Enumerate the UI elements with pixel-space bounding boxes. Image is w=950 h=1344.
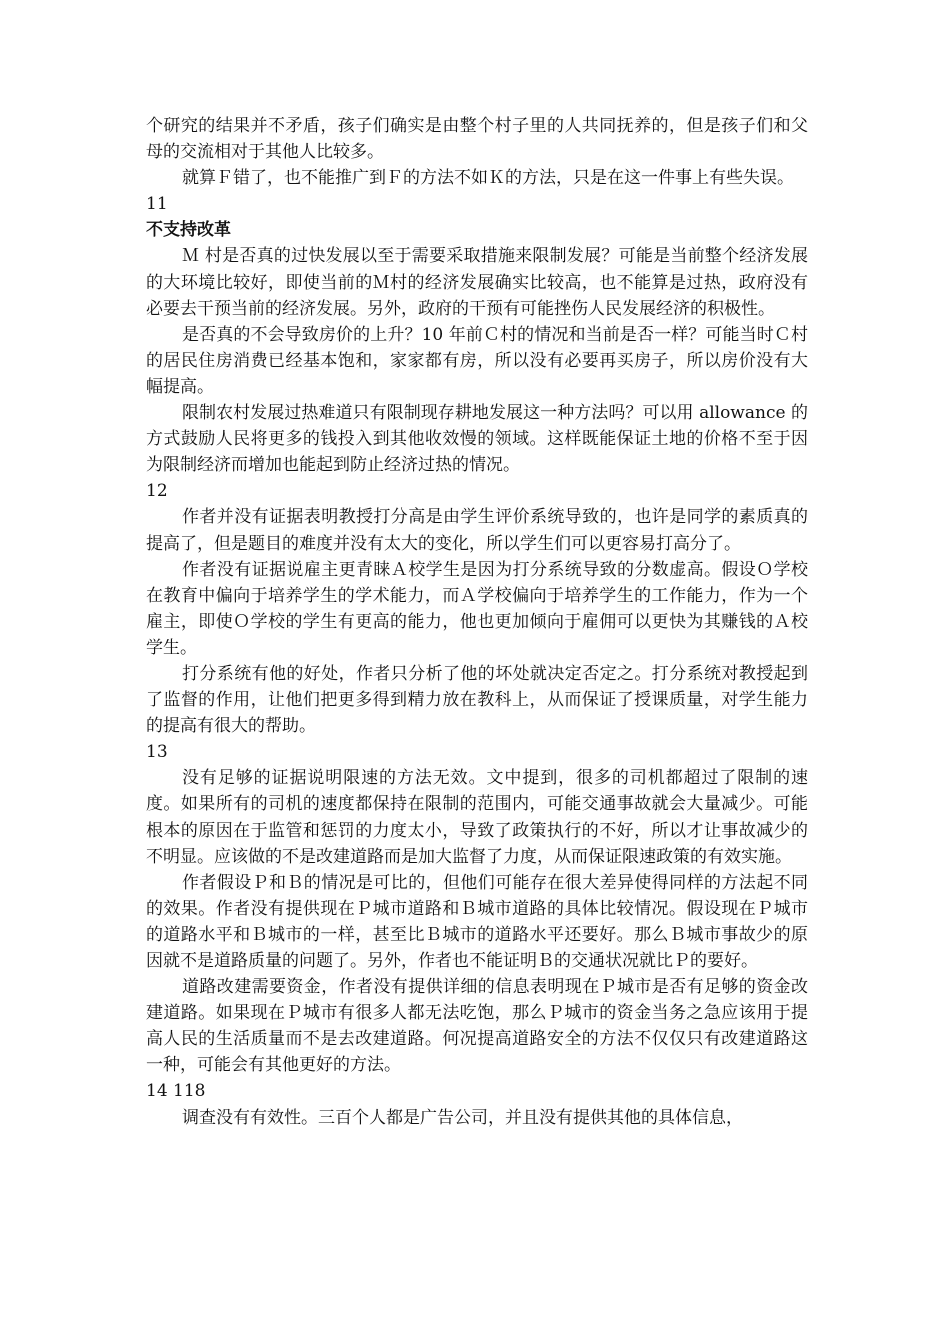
paragraph: 调查没有有效性。三百个人都是广告公司，并且没有提供其他的具体信息， <box>182 1107 743 1128</box>
section-number: 11 <box>146 194 168 215</box>
paragraph: 限制农村发展过热难道只有限制现存耕地发展这一种方法吗？可以用 allowance 的方式鼓励人民将更多的钱投入到其他收效慢的领域。这样既能保证土地的价格不至于因为限制经济而增加也能起到防止经济过热的情况。 <box>146 403 808 476</box>
paragraph: 作者假设Ｐ和Ｂ的情况是可比的，但他们可能存在很大差异使得同样的方法起不同的效果。作者没有提供现在Ｐ城市道路和Ｂ城市道路的具体比较情况。假设现在Ｐ城市的道路水平和Ｂ城市的一样，甚至比Ｂ城市的道路水平还要好。那么Ｂ城市事故少的原因就不是道路质量的问题了。另外，作者也不能证明Ｂ的交通状况就比Ｐ的要好。 <box>146 872 808 971</box>
section-number: 14 118 <box>146 1081 206 1102</box>
paragraph: 是否真的不会导致房价的上升？10 年前Ｃ村的情况和当前是否一样？可能当时Ｃ村的居民住房消费已经基本饱和，家家都有房，所以没有必要再买房子，所以房价没有大幅提高。 <box>146 324 808 397</box>
paragraph: 作者并没有证据表明教授打分高是由学生评价系统导致的，也许是同学的素质真的提高了，但是题目的难度并没有太大的变化，所以学生们可以更容易打高分了。 <box>146 507 808 554</box>
paragraph: 打分系统有他的好处，作者只分析了他的坏处就决定否定之。打分系统对教授起到了监督的作用，让他们把更多得到精力放在教科上，从而保证了授课质量，对学生能力的提高有很大的帮助。 <box>146 663 808 737</box>
paragraph: 就算Ｆ错了，也不能推广到Ｆ的方法不如Ｋ的方法，只是在这一件事上有些失误。 <box>182 168 794 189</box>
paragraph: 道路改建需要资金，作者没有提供详细的信息表明现在Ｐ城市是否有足够的资金改建道路。如果现在Ｐ城市有很多人都无法吃饱，那么Ｐ城市的资金当务之急应该用于提高人民的生活质量而不是去改建道路。何况提高道路安全的方法不仅仅只有改建道路这一种，可能会有其他更好的方法。 <box>146 977 808 1076</box>
document-page <box>146 113 808 1131</box>
paragraph-continuation: 个研究的结果并不矛盾，孩子们确实是由整个村子里的人共同抚养的，但是孩子们和父母的交流相对于其他人比较多。 <box>146 116 808 163</box>
paragraph: 没有足够的证据说明限速的方法无效。文中提到，很多的司机都超过了限制的速度。如果所有的司机的速度都保持在限制的范围内，可能交通事故就会大量减少。可能根本的原因在于监管和惩罚的力度太小，导致了政策执行的不好，所以才让事故减少的不明显。应该做的不是改建道路而是加大监督了力度，从而保证限速政策的有效实施。 <box>146 768 808 867</box>
section-heading: 不支持改革 <box>146 220 231 241</box>
paragraph: 作者没有证据说雇主更青睐Ａ校学生是因为打分系统导致的分数虚高。假设Ｏ学校在教育中偏向于培养学生的学术能力，而Ａ学校偏向于培养学生的工作能力，作为一个雇主，即使Ｏ学校的学生有更高的能力，他也更加倾向于雇佣可以更快为其赚钱的Ａ校学生。 <box>146 559 808 658</box>
section-number: 12 <box>146 481 168 502</box>
section-number: 13 <box>146 742 168 763</box>
paragraph: Ｍ 村是否真的过快发展以至于需要采取措施来限制发展？可能是当前整个经济发展的大环境比较好，即使当前的Ｍ村的经济发展确实比较高，也不能算是过热，政府没有必要去干预当前的经济发展。另外，政府的干预有可能挫伤人民发展经济的积极性。 <box>146 246 808 319</box>
